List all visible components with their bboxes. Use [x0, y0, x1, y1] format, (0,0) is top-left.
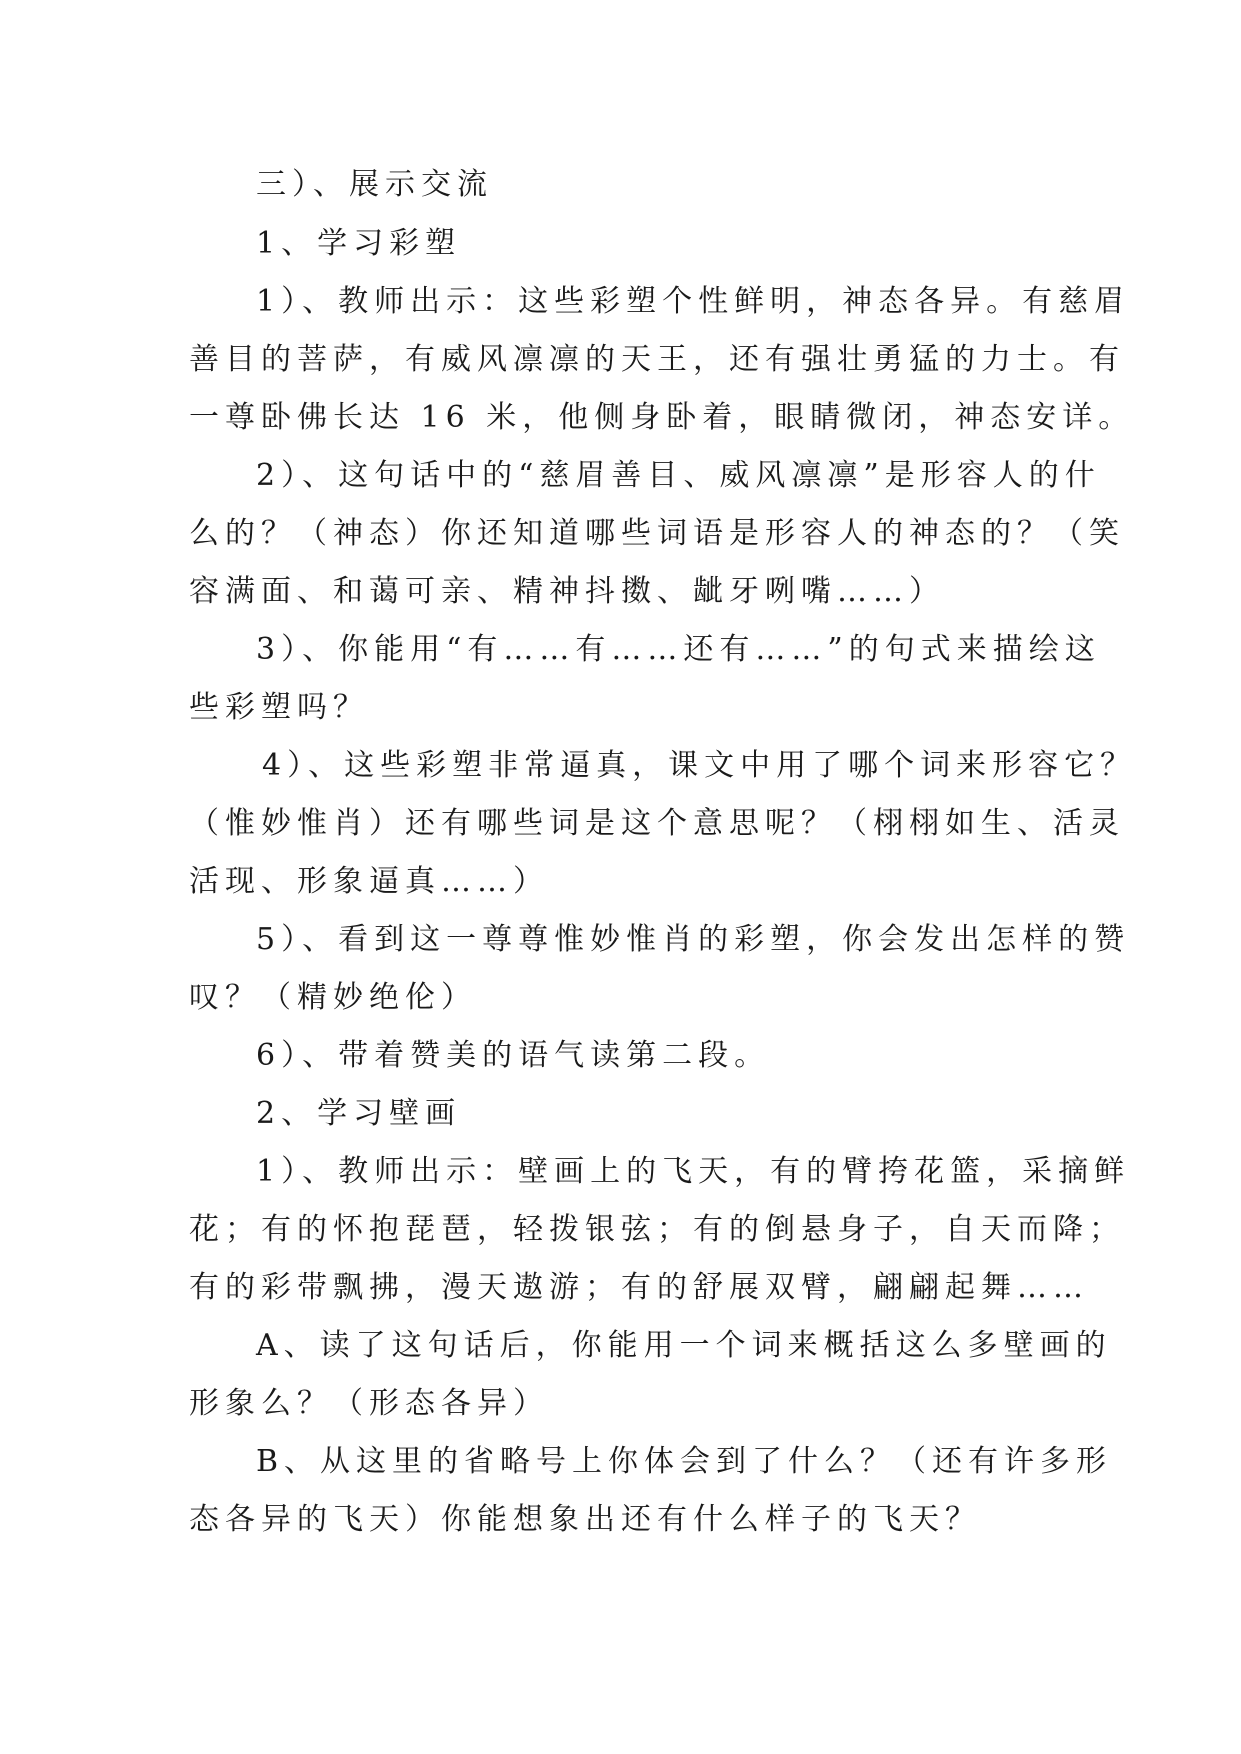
paragraph-line: 形象么？（形态各异） [189, 1386, 549, 1421]
section-heading: 三）、展示交流 [256, 167, 493, 202]
paragraph-line: 3）、你能用“有……有……还有……”的句式来描绘这 [256, 632, 1101, 667]
subsection-heading: 1、学习彩塑 [256, 226, 462, 261]
paragraph-line: B、从这里的省略号上你体会到了什么？（还有许多形 [256, 1444, 1113, 1479]
paragraph-line: （惟妙惟肖）还有哪些词是这个意思呢？（栩栩如生、活灵 [189, 806, 1125, 841]
paragraph-line: 有的彩带飘拂，漫天遨游；有的舒展双臂，翩翩起舞…… [189, 1270, 1089, 1305]
paragraph-line: 4）、这些彩塑非常逼真，课文中用了哪个词来形容它？ [262, 748, 1137, 783]
paragraph-line: 些彩塑吗？ [189, 690, 369, 725]
paragraph-line: 态各异的飞天）你能想象出还有什么样子的飞天？ [189, 1502, 981, 1537]
paragraph-line: 6）、带着赞美的语气读第二段。 [256, 1038, 771, 1073]
paragraph-line: 善目的菩萨，有威风凛凛的天王，还有强壮勇猛的力士。有 [189, 342, 1125, 377]
paragraph-line: 1）、教师出示：壁画上的飞天，有的臂挎花篮，采摘鲜 [256, 1154, 1131, 1189]
paragraph-line: 花；有的怀抱琵琶，轻拨银弦；有的倒悬身子，自天而降； [189, 1212, 1125, 1247]
paragraph-line: 1）、教师出示：这些彩塑个性鲜明，神态各异。有慈眉 [256, 284, 1131, 319]
subsection-heading: 2、学习壁画 [256, 1096, 462, 1131]
paragraph-line: A、读了这句话后，你能用一个词来概括这么多壁画的 [256, 1328, 1112, 1363]
paragraph-line: 叹？（精妙绝伦） [189, 980, 477, 1015]
paragraph-line: 活现、形象逼真……） [189, 864, 549, 899]
paragraph-line: 一尊卧佛长达 16 米，他侧身卧着，眼睛微闭，神态安详。 [189, 400, 1135, 435]
paragraph-line: 2）、这句话中的“慈眉善目、威风凛凛”是形容人的什 [256, 458, 1101, 493]
paragraph-line: 容满面、和蔼可亲、精神抖擞、龇牙咧嘴……） [189, 574, 945, 609]
paragraph-line: 么的？（神态）你还知道哪些词语是形容人的神态的？（笑 [189, 516, 1125, 551]
paragraph-line: 5）、看到这一尊尊惟妙惟肖的彩塑，你会发出怎样的赞 [256, 922, 1131, 957]
